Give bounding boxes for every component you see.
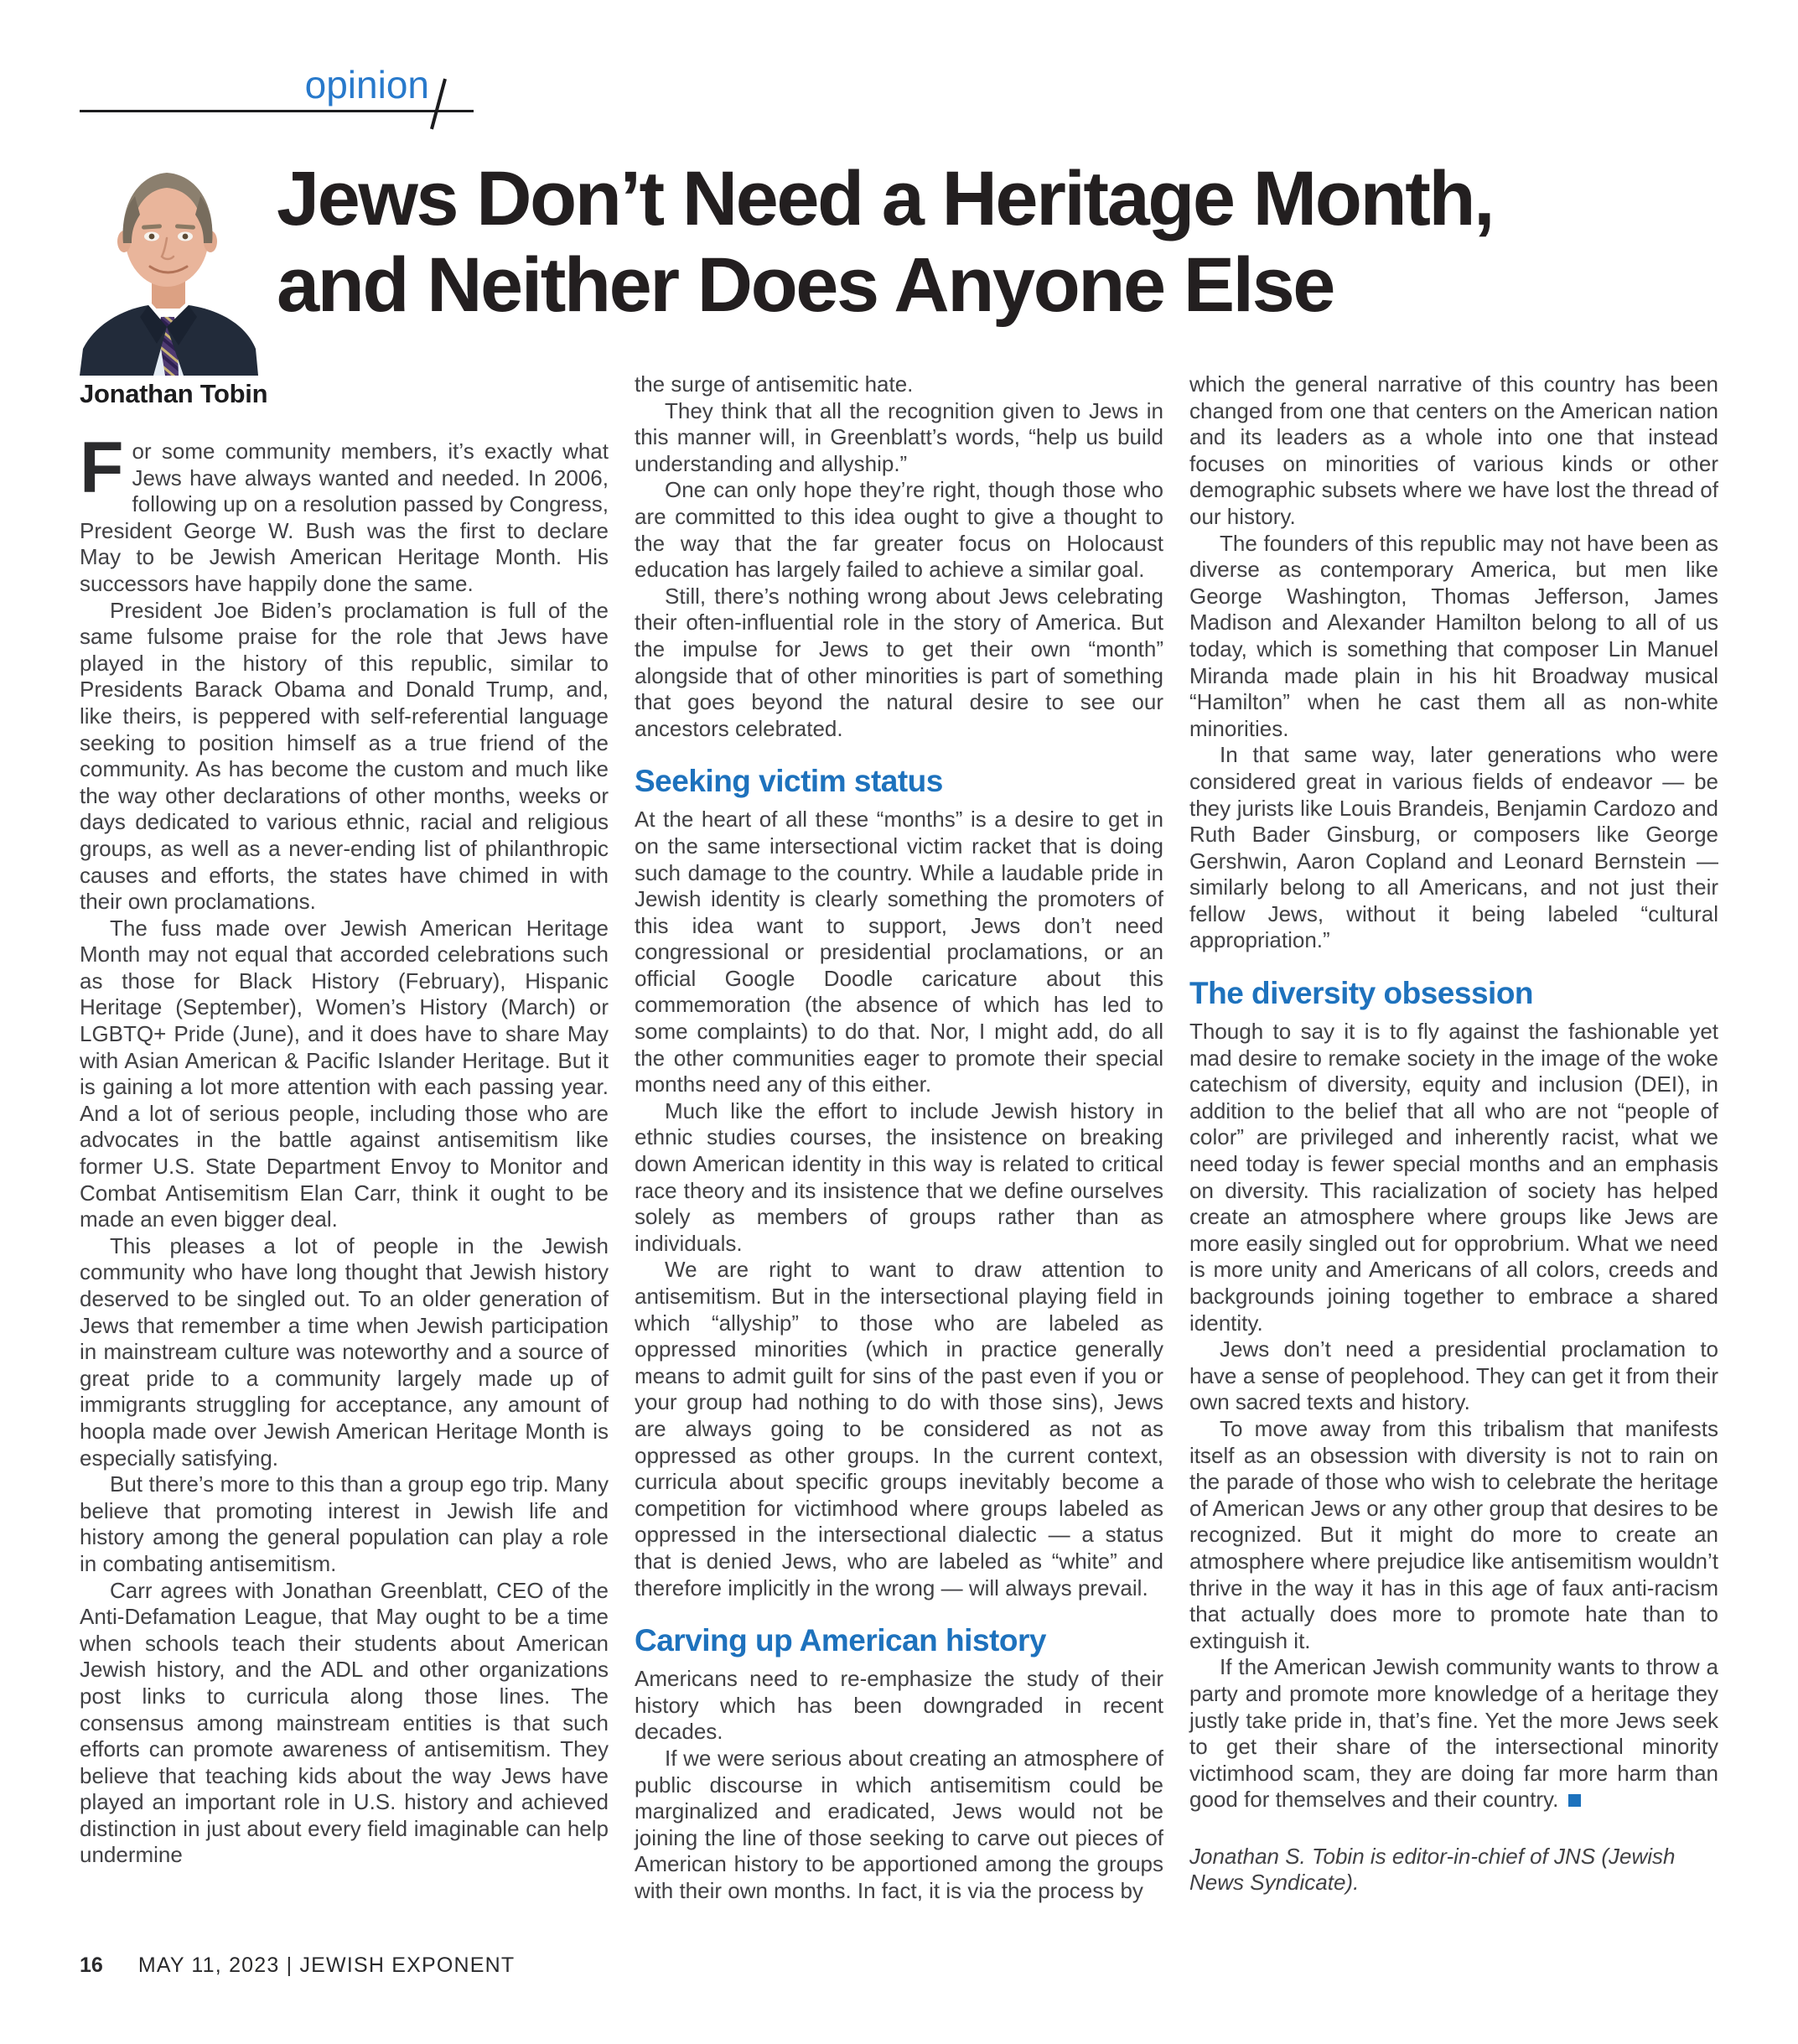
issue-line: MAY 11, 2023 | JEWISH EXPONENT (137, 1953, 516, 1977)
portrait-illustration (80, 144, 258, 376)
paragraph: This pleases a lot of people in the Jewish community who have long thought that Jewish history deserved to be singled out. To an older generation of Jews that remember a time when Jewish participation in mainstream culture was noteworthy and a source of great pride to a community largely made up of immigrants struggling for acceptance, any amount of hoopla made over Jewish American Heritage Month is especially satisfying. (80, 1232, 609, 1471)
paragraph (1189, 1654, 1718, 1813)
paragraph: One can only hope they’re right, though those who are committed to this idea ought to give a thought to the way that the far greater focus on Holocaust education has largely failed to achieve a similar goal. (635, 477, 1163, 583)
paragraph: Much like the effort to include Jewish history in ethnic studies courses, the insistence on breaking down American identity in this way is related to critical race theory and its insistence that we define ourselves solely as members of groups rather than as individuals. (635, 1097, 1163, 1256)
section-heading-carving-up-american-history: Carving up American history (635, 1623, 1046, 1658)
headline-line-2: and Neither Does Anyone Else (277, 242, 1334, 328)
paragraph: which the general narrative of this country has been changed from one that centers on the American nation and its leaders as a whole into one that instead focuses on minorities of various kinds or other demographic subsets where we have lost the thread of our history. (1189, 371, 1718, 529)
section-kicker: opinion (304, 63, 429, 106)
paragraph: They think that all the recognition given to Jews in this manner will, in Greenblatt’s words, “help us build understanding and allyship.” (635, 397, 1163, 476)
paragraph-text: or some community members, it’s exactly what Jews have always wanted and needed. In 2006, following up on a resolution passed by Congress, President George W. Bush was the first to declare May to be Jewish American Heritage Month. His successors have happily done the same. (80, 438, 609, 596)
paragraph: Still, there’s nothing wrong about Jews celebrating their often-influential role in the story of America. But the impulse for Jews to get their own “month” alongside that of other minorities is part of something that goes beyond the natural desire to see our ancestors celebrated. (635, 583, 1163, 741)
paragraph: In that same way, later generations who were considered great in various fields of endeavor — be they jurists like Louis Brandeis, Benjamin Cardozo and Ruth Bader Ginsburg, or composers like George Gershwin, Aaron Copland and Leonard Bernstein — similarly belong to all Americans, and not just their fellow Jews, without it being labeled “cultural appropriation.” (1189, 742, 1718, 953)
author-photo (80, 144, 258, 376)
column-2 (635, 371, 1163, 1904)
page-footer (80, 1953, 515, 1978)
paragraph: But there’s more to this than a group ego trip. Many believe that promoting interest in Jewish life and history among the general population can play a role in combating antisemitism. (80, 1471, 609, 1576)
paragraph: We are right to want to draw attention to antisemitism. But in the intersectional playing field in which “allyship” to those who are labeled as oppressed minorities (which in practice generally means to admit guilt for sins of the past even if you or your group had nothing to do with those sins), Jews are always going to be considered as not as oppressed as other groups. In the current context, curricula about specific groups inevitably become a competition for victimhood where groups labeled as oppressed in the intersectional dialectic — a status that is denied Jews, who are labeled as “white” and therefore implicitly in the wrong — will always prevail. (635, 1257, 1163, 1600)
paragraph: To move away from this tribalism that manifests itself as an obsession with diversity is not to rain on the parade of those who wish to celebrate the heritage of American Jews or any other group that desires to be recognized. But it might do more to create an atmosphere where prejudice like antisemitism wouldn’t thrive in the way it has in this age of faux anti-racism that actually does more to promote hate than to extinguish it. (1189, 1415, 1718, 1653)
kicker-rule (80, 110, 474, 112)
paragraph: Though to say it is to fly against the fashionable yet mad desire to remake society in the image of the woke catechism of diversity, equity and inclusion (DEI), in addition to the belief that all who are not “people of color” are privileged and inherently racist, what we need today is fewer special months and an emphasis on diversity. This racialization of society has helped create an atmosphere where groups like Jews are more easily singled out for opprobrium. What we need is more unity and Americans of all colors, creeds and backgrounds joining together to embrace a shared identity. (1189, 1019, 1718, 1336)
paragraph: President Joe Biden’s proclamation is full of the same fulsome praise for the role that Jews have played in the history of this republic, similar to Presidents Barack Obama and Donald Trump, and, like theirs, is peppered with self-referential language seeking to position himself as a true friend of the community. As has become the custom and much like the way other declarations of other months, weeks or days dedicated to various ethnic, racial and religious groups, as well as a never-ending list of philanthropic causes and efforts, the states have chimed in with their own proclamations. (80, 597, 609, 915)
section-heading-seeking-victim-status: Seeking victim status (635, 764, 943, 799)
kicker-slash (430, 79, 447, 130)
paragraph: If we were serious about creating an atmosphere of public discourse in which antisemitism could be marginalized and eradicated, Jews would not be joining the line of those seeking to carve out pieces of American history to be apportioned among the groups with their own months. In fact, it is via the process by (635, 1745, 1163, 1903)
paragraph: the surge of antisemitic hate. (635, 371, 914, 397)
article-body (80, 371, 1718, 1904)
paragraph: Americans need to re-emphasize the study of their history which has been downgraded in recent decades. (635, 1666, 1163, 1745)
paragraph-text: If the American Jewish community wants to throw a party and promote more knowledge of a heritage they justly take pride in, that’s fine. Yet the more Jews seek to get their share of the intersectional minority victimhood scam, they are doing far more harm than good for themselves and their country. (1189, 1654, 1718, 1813)
page-number: 16 (80, 1953, 103, 1977)
column-1 (80, 371, 609, 1869)
paragraph: The founders of this republic may not have been as diverse as contemporary America, but men like George Washington, Thomas Jefferson, James Madison and Alexander Hamilton belong to all of us today, which is something that composer Lin Manuel Miranda made plain in his hit Broadway musical “Hamilton” when he cast them all as non-white minorities. (1189, 530, 1718, 741)
headline-line-1: Jews Don’t Need a Heritage Month, (277, 156, 1494, 241)
paragraph: Jews don’t need a presidential proclamation to have a sense of peoplehood. They can get it from their own sacred texts and history. (1189, 1336, 1718, 1415)
paragraph: Carr agrees with Jonathan Greenblatt, CEO of the Anti-Defamation League, that May ought to be a time when schools teach their students about American Jewish history, and the ADL and other organizations post links to curricula along those lines. The consensus among mainstream entities is that such efforts can promote awareness of antisemitism. They believe that teaching kids about the way Jews have played an important role in U.S. history and achieved distinction in just about every field imaginable can help undermine (80, 1577, 609, 1868)
paragraph: At the heart of all these “months” is a desire to get in on the same intersectional victim racket that is doing such damage to the country. While a laudable pride in Jewish identity is clearly something the promoters of this idea want to support, Jews don’t need congressional or presidential proclamations, or an official Google Doodle caricature about this commemoration (the absence of which has led to some complaints) to do that. Nor, I might add, do all the other communities eager to promote their special months need any of this either. (635, 807, 1163, 1097)
byline: Jonathan Tobin (80, 379, 268, 408)
drop-cap: F (80, 428, 124, 508)
column-3 (1189, 371, 1718, 1896)
paragraph (80, 428, 609, 598)
end-of-article-mark (1568, 1794, 1581, 1807)
author-bio: Jonathan S. Tobin is editor-in-chief of JNS (Jewish News Syndicate). (1189, 1843, 1676, 1896)
section-heading-the-diversity-obsession: The diversity obsession (1189, 976, 1534, 1011)
article-headline (277, 156, 1752, 329)
paragraph: The fuss made over Jewish American Heritage Month may not equal that accorded celebrations such as those for Black History (February), Hispanic Heritage (September), Women’s History (March) or LGBTQ+ Pride (June), and it does have to share May with Asian American & Pacific Islander Heritage. But it is gaining a lot more attention with each passing year. And a lot of serious people, including those who are advocates in the battle against antisemitism like former U.S. State Department Envoy to Monitor and Combat Antisemitism Elan Carr, think it ought to be made an even bigger deal. (80, 915, 609, 1232)
